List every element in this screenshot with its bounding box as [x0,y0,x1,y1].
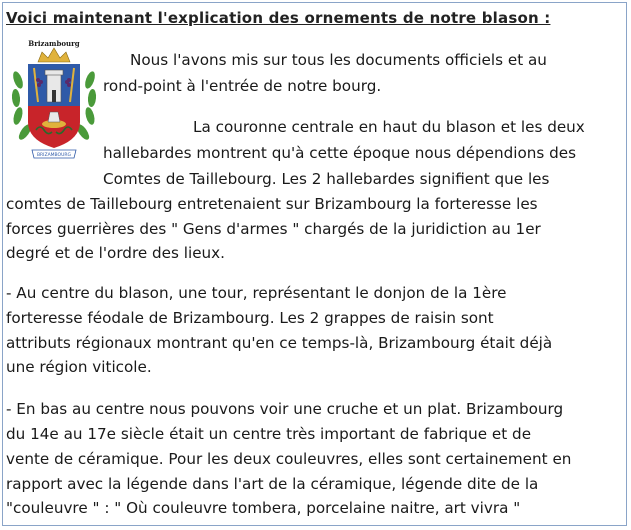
text-line: comtes de Taillebourg entretenaient sur Brizambourg la forteresse les [6,195,538,213]
text-line: Comtes de Taillebourg. Les 2 hallebardes signifient que les [103,170,550,188]
text-line: rapport avec la légende dans l'art de la céramique, légende dite de la [6,475,539,493]
text-line: une région viticole. [6,358,152,376]
text-line: - En bas au centre nous pouvons voir une cruche et un plat. Brizambourg [6,400,564,418]
text-line: forteresse féodale de Brizambourg. Les 2 grappes de raisin sont [6,309,494,327]
jug-icon [48,112,60,122]
text-line: La couronne centrale en haut du blason et les deux [193,118,585,136]
text-line: hallebardes montrent qu'à cette époque nous dépendions des [103,144,577,162]
page-title: Voici maintenant l'explication des ornements de notre blason : [6,9,551,27]
crest-top-label: Brizambourg [28,40,80,48]
text-line: attributs régionaux montrant qu'en ce temps-là, Brizambourg était déjà [6,334,553,352]
crest-ribbon-label: BRIZAMBOURG [36,153,72,158]
text-line: degré et de l'ordre des lieux. [6,244,225,262]
crown-icon [38,48,70,62]
text-line: vente de céramique. Pour les deux couleuvres, elles sont certainement en [6,450,572,468]
text-line: forces guerrières des " Gens d'armes " chargés de la juridiction au 1er [6,220,541,238]
text-line: - Au centre du blason, une tour, représentant le donjon de la 1ère [6,284,507,302]
text-line: du 14e au 17e siècle était un centre très important de fabrique et de [6,425,532,443]
text-line: "couleuvre " : " Où couleuvre tombera, porcelaine naitre, art vivra " [6,499,521,517]
coat-of-arms-image [10,40,98,164]
text-line: rond-point à l'entrée de notre bourg. [103,77,382,95]
text-line: Nous l'avons mis sur tous les documents officiels et au [130,51,547,69]
